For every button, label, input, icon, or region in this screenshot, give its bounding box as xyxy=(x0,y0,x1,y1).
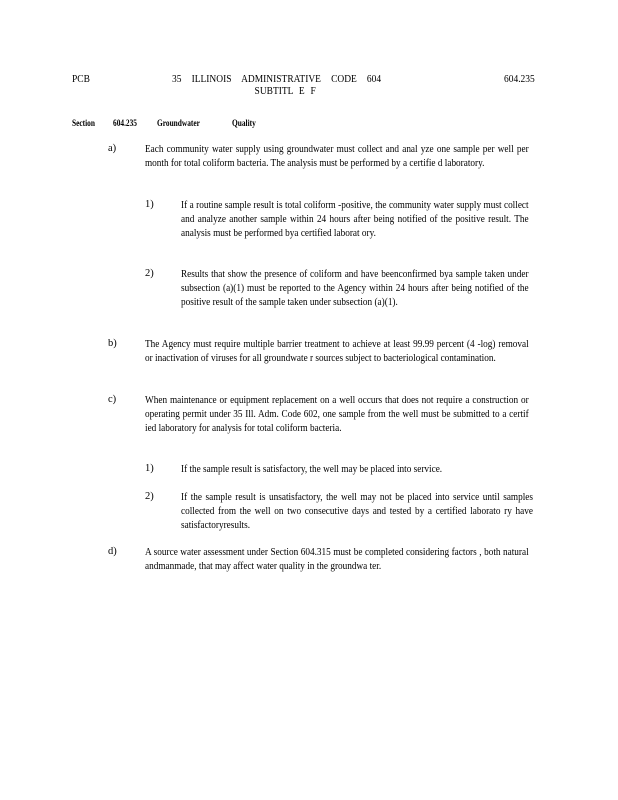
item-a-label: a) xyxy=(108,143,117,154)
section-title-word1: Groundwater xyxy=(157,118,200,128)
item-a1-text: If a routine sample result is total coliform -positive, the community water supply must collect and analyze another sample within 24 hours after being notified of the positive result. The analysis must be performed bya certified laborat ory. xyxy=(181,200,529,239)
section-title-word2: Quality xyxy=(232,118,256,128)
header-title-line1: 35 ILLINOIS ADMINISTRATIVE CODE 604 xyxy=(172,73,382,85)
item-a2-text: Results that show the presence of coliform and have beenconfirmed bya sample taken under subsection (a)(1) must be reported to the Agency within 24 hours after being notified of the positive result of the sample taken under subsection (a)(1). xyxy=(181,269,529,308)
section-label: Section xyxy=(72,118,95,128)
item-c-label: c) xyxy=(108,394,117,405)
item-d-text: A source water assessment under Section 604.315 must be completed considering factors , both natural andmanmade, that may affect water quality in the groundwa ter. xyxy=(145,547,529,572)
header-title-line2: SUBTITL E F xyxy=(254,85,316,97)
header-left: PCB xyxy=(72,73,90,85)
item-b-label: b) xyxy=(108,338,117,349)
item-a-text: Each community water supply using groundwater must collect and anal yze one sample per well per month for total coliform bacteria. The analysis must be performed by a certifie d laboratory. xyxy=(145,144,529,169)
section-number: 604.235 xyxy=(113,118,137,128)
item-c2-text: If the sample result is unsatisfactory, the well may not be placed into service until samples collected from the well on two consecutive days and tested by a certified laborato ry have satisfactoryresults. xyxy=(181,492,533,531)
header-right: 604.235 xyxy=(504,73,535,85)
item-c1-text: If the sample result is satisfactory, the well may be placed into service. xyxy=(181,464,443,475)
item-a2-label: 2) xyxy=(145,268,154,279)
item-c-text: When maintenance or equipment replacement on a well occurs that does not require a construction or operating permit under 35 Ill. Adm. Code 602, one sample from the well must be submitted to a certif ied laboratory for analysis for total coliform bacteria. xyxy=(145,395,529,434)
item-d-label: d) xyxy=(108,546,117,557)
item-a1-label: 1) xyxy=(145,199,154,210)
item-b-text: The Agency must require multiple barrier treatment to achieve at least 99.99 percent (4 -log) removal or inactivation of viruses for all groundwate r sources subject to bacteriological contamination. xyxy=(145,339,529,364)
item-c2-label: 2) xyxy=(145,491,154,502)
header-center xyxy=(172,73,387,97)
item-c1-label: 1) xyxy=(145,463,154,474)
